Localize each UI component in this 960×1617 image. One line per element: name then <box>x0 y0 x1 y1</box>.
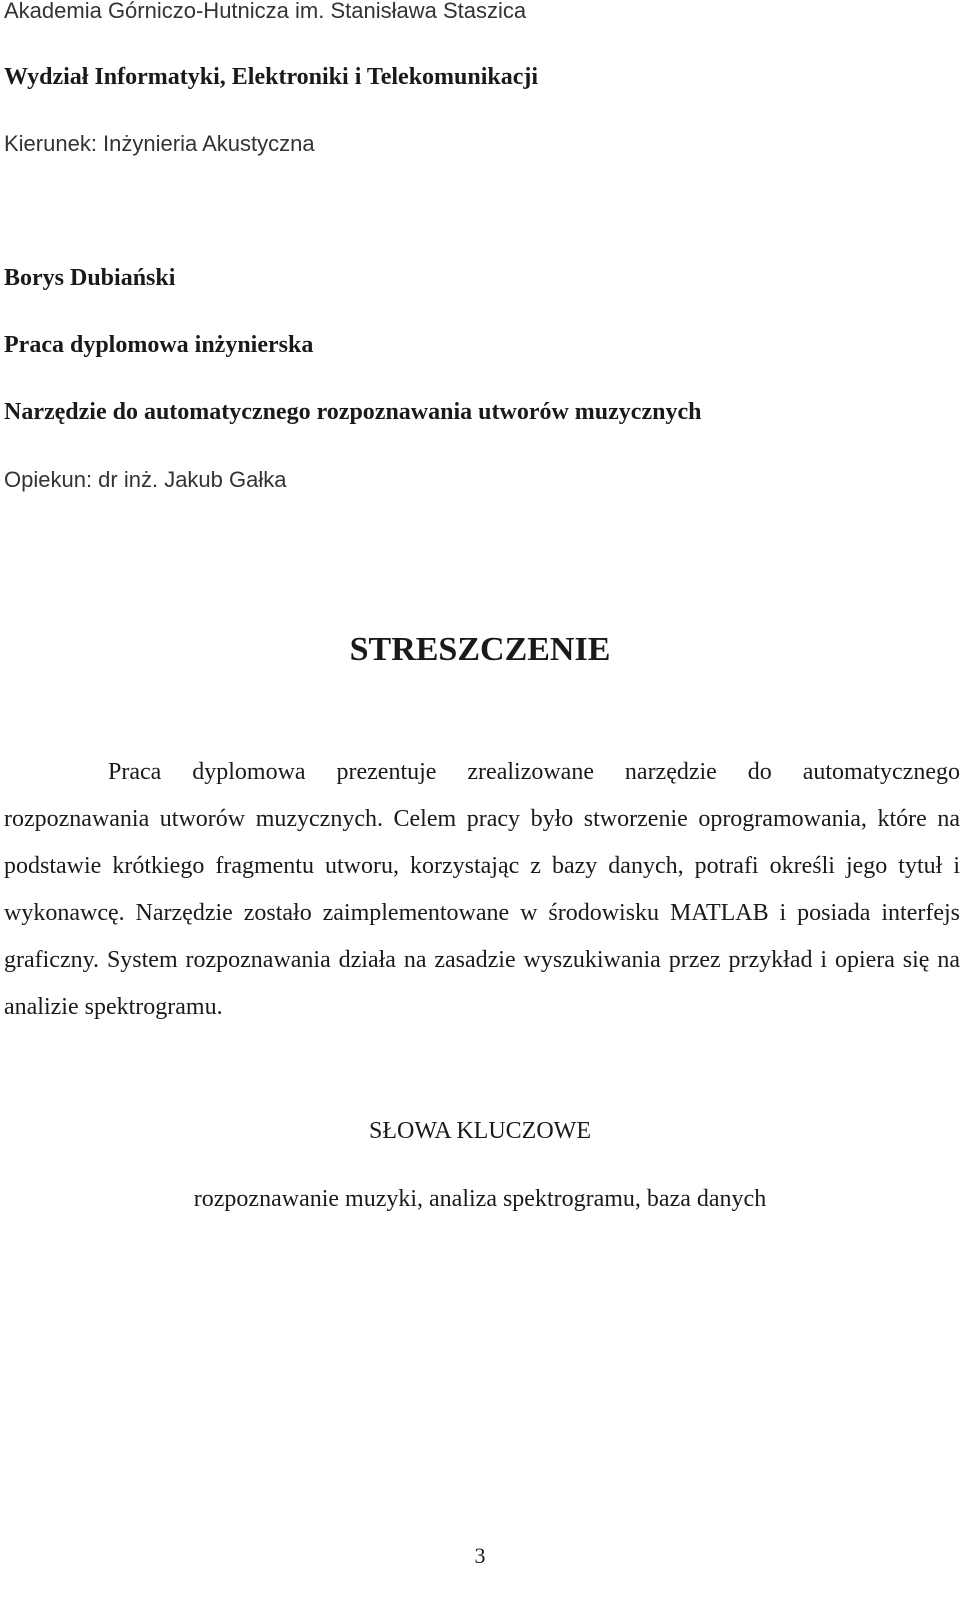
field-of-study: Kierunek: Inżynieria Akustyczna <box>4 131 315 156</box>
keywords-list: rozpoznawanie muzyki, analiza spektrogramu, baza danych <box>193 1186 767 1212</box>
abstract-body: Praca dyplomowa prezentuje zrealizowane narzędzie do automatycznego rozpoznawania utworów muzycznych. Celem pracy było stworzenie oprogramowania, które na podstawie krótkiego fragmentu utworu, korzystając z bazy danych, potrafi określi jego tytuł i wykonawcę. Narzędzie zostało zaimplementowane w środowisku MATLAB i posiada interfejs graficzny. System rozpoznawania działa na zasadzie wyszukiwania przez przykład i opiera się na analizie spektrogramu. <box>4 759 960 1020</box>
page-number: 3 <box>474 1543 486 1568</box>
author-name: Borys Dubiański <box>4 265 176 291</box>
keywords-heading: SŁOWA KLUCZOWE <box>369 1118 591 1144</box>
supervisor: Opiekun: dr inż. Jakub Gałka <box>4 467 287 492</box>
thesis-title: Narzędzie do automatycznego rozpoznawania utworów muzycznych <box>4 399 702 425</box>
abstract-heading: STRESZCZENIE <box>349 631 611 668</box>
thesis-type: Praca dyplomowa inżynierska <box>4 332 314 358</box>
faculty-name: Wydział Informatyki, Elektroniki i Telekomunikacji <box>4 64 539 90</box>
university-name: Akademia Górniczo-Hutnicza im. Stanisława Staszica <box>4 0 527 23</box>
